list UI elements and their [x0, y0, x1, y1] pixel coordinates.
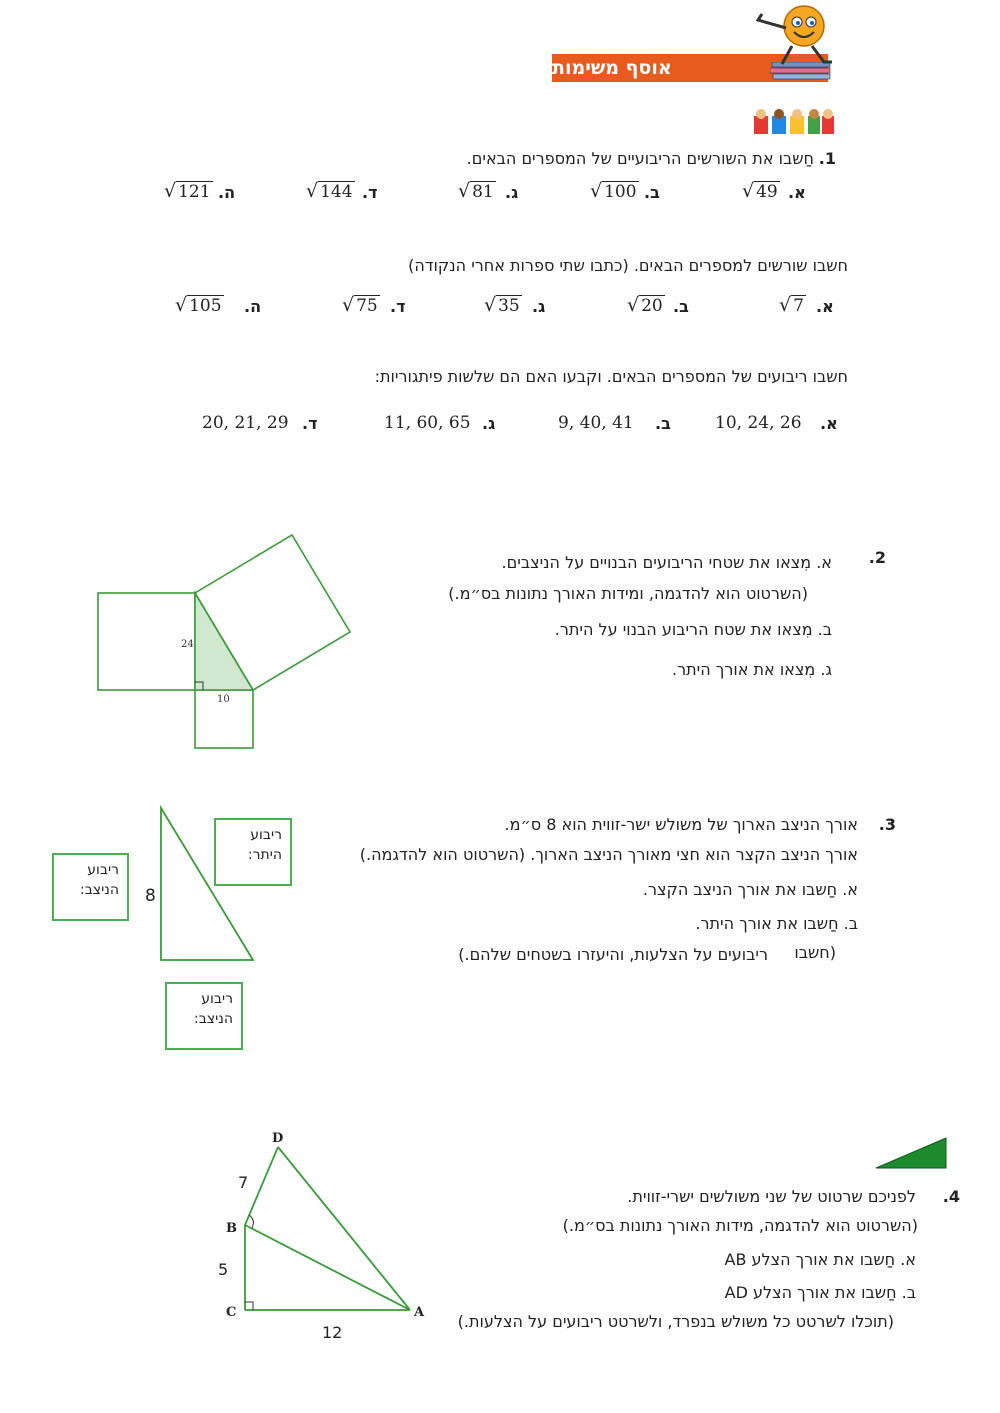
q4-point-d: D [272, 1131, 284, 1146]
q2-pythagoras-diagram [90, 528, 360, 758]
q3-hint-open: (חשבו [794, 943, 836, 962]
q4-point-b: B [226, 1221, 237, 1236]
q3-line-a: א. חַשבו את אורך הניצב הקצר. [642, 880, 858, 899]
q1-part2-title: חשבו שורשים למספרים הבאים. (כתבו שתי ספרות אחרי הנקודה) [408, 256, 848, 275]
q3-box-leg-short [165, 982, 243, 1050]
q4-label-ca: 12 [322, 1323, 343, 1342]
q1-item2-c-root: √ 35 [484, 294, 520, 316]
header-title: אוסף משימות [552, 57, 672, 79]
q2-number: 2. [868, 548, 886, 567]
q2-line-a: א. מִצאו את שטחי הריבועים הבנויים על הניצבים. [501, 553, 832, 572]
q1-item-d-root: √ 144 [306, 180, 353, 202]
q1-item-e-letter: ה. [218, 183, 236, 202]
q3-box-leg2-line2: הניצב: [194, 1010, 233, 1027]
q3-hint-rest: ריבועים על הצלעות, והיעזרו בשטחים שלהם.) [458, 945, 768, 964]
q1-item2-a-root: √ 7 [779, 294, 804, 316]
q2-line-c: ג. מִצאו את אורך היתר. [672, 660, 832, 679]
q1-item-b-letter: ב. [644, 183, 660, 202]
q2-label-24: 24 [181, 639, 194, 650]
q3-box-hyp-line2: היתר: [247, 846, 282, 863]
q1-item2-c-letter: ג. [532, 297, 546, 316]
q1-item2-d-letter: ד. [390, 297, 406, 316]
q1-item2-b-root: √ 20 [627, 294, 663, 316]
ruler-triangle-icon [874, 1136, 948, 1170]
q4-side-bd [245, 1147, 278, 1225]
q1-triple-b-letter: ב. [655, 414, 671, 433]
q3-line-b: ב. חַשבו את אורך היתר. [695, 914, 858, 933]
q1-triple-c: 11, 60, 65 [384, 413, 471, 433]
q4-right-angle-c [245, 1302, 253, 1310]
kids-icon [752, 108, 836, 136]
smiley-mascot-icon [752, 2, 838, 68]
q4-side-ad [278, 1147, 410, 1310]
q4-point-c: C [226, 1305, 237, 1320]
q4-label-bc: 5 [218, 1260, 229, 1279]
q3-number: 3. [878, 815, 896, 834]
q4-number: 4. [942, 1187, 960, 1206]
q3-box-hypotenuse [214, 818, 292, 886]
q1-triple-d-letter: ד. [302, 414, 318, 433]
q1-triple-a: 10, 24, 26 [715, 413, 802, 433]
q1-item2-d-root: √ 75 [342, 294, 378, 316]
q1-item-c-root: √ 81 [458, 180, 494, 202]
q4-point-a: A [414, 1305, 425, 1320]
q4-label-bd: 7 [238, 1173, 249, 1192]
q1-item2-e-root: √ 105 [175, 294, 222, 316]
q3-box-leg-long [52, 853, 129, 921]
q1-item-a-letter: א. [788, 183, 806, 202]
q1-triple-d: 20, 21, 29 [202, 413, 289, 433]
q1-item-b-root: √ 100 [590, 180, 637, 202]
q3-box-leg2-line1: ריבוע [201, 991, 233, 1007]
q1-item-c-letter: ג. [505, 183, 519, 202]
q4-triangles-diagram [200, 1120, 440, 1350]
q1-triple-a-letter: א. [820, 414, 838, 433]
q4-line-hint: (תוכלו לשרטט כל משולש בנפרד, ולשרטט ריבועים על הצלעות.) [457, 1312, 894, 1331]
q4-line-2: (השרטוט הוא להדגמה, מידות האורך נתונות בס״מ.) [562, 1216, 918, 1235]
q1-item-d-letter: ד. [362, 183, 378, 202]
q4-side-ab [245, 1225, 410, 1310]
q1-item-e-root: √ 121 [164, 180, 211, 202]
q4-line-b: ב. חַשבו את אורך הצלע AD [724, 1283, 916, 1302]
q3-box-leg1-line2: הניצב: [80, 881, 119, 898]
q1-item2-a-letter: א. [816, 297, 834, 316]
q1-title: חַשבו את השורשים הריבועיים של המספרים הבאים. [466, 149, 814, 168]
q4-line-a: א. חַשבו את אורך הצלע AB [724, 1250, 916, 1269]
q1-number: 1. [818, 149, 836, 168]
q2-line-note: (השרטוט הוא להדגמה, ומידות האורך נתונות בס״מ.) [448, 584, 808, 603]
q4-right-angle-b [249, 1215, 253, 1228]
q3-box-hyp-line1: ריבוע [250, 827, 282, 843]
q3-line-2: אורך הניצב הקצר הוא חצי מאורך הניצב הארוך. (השרטוט הוא להדגמה.) [359, 845, 858, 864]
q4-line-1: לפניכם שרטוט של שני משולשים ישרי-זווית. [627, 1187, 916, 1206]
q1-item2-b-letter: ב. [673, 297, 689, 316]
q1-item-a-root: √ 49 [742, 180, 778, 202]
q2-line-b: ב. מִצאו את שטח הריבוע הבנוי על היתר. [554, 620, 832, 639]
q3-box-leg1-line1: ריבוע [87, 862, 119, 878]
q1-triple-b: 9, 40, 41 [558, 413, 634, 433]
q3-label-8: 8 [145, 886, 156, 906]
q1-triple-c-letter: ג. [482, 414, 496, 433]
q2-label-10: 10 [217, 694, 230, 705]
q1-part3-title: חשבו ריבועים של המספרים הבאים. וקבעו האם הם שלשות פיתגוריות: [374, 367, 848, 386]
q1-item2-e-letter: ה. [244, 297, 262, 316]
q3-line-1: אורך הניצב הארוך של משולש ישר-זווית הוא 8 ס״מ. [504, 815, 858, 834]
